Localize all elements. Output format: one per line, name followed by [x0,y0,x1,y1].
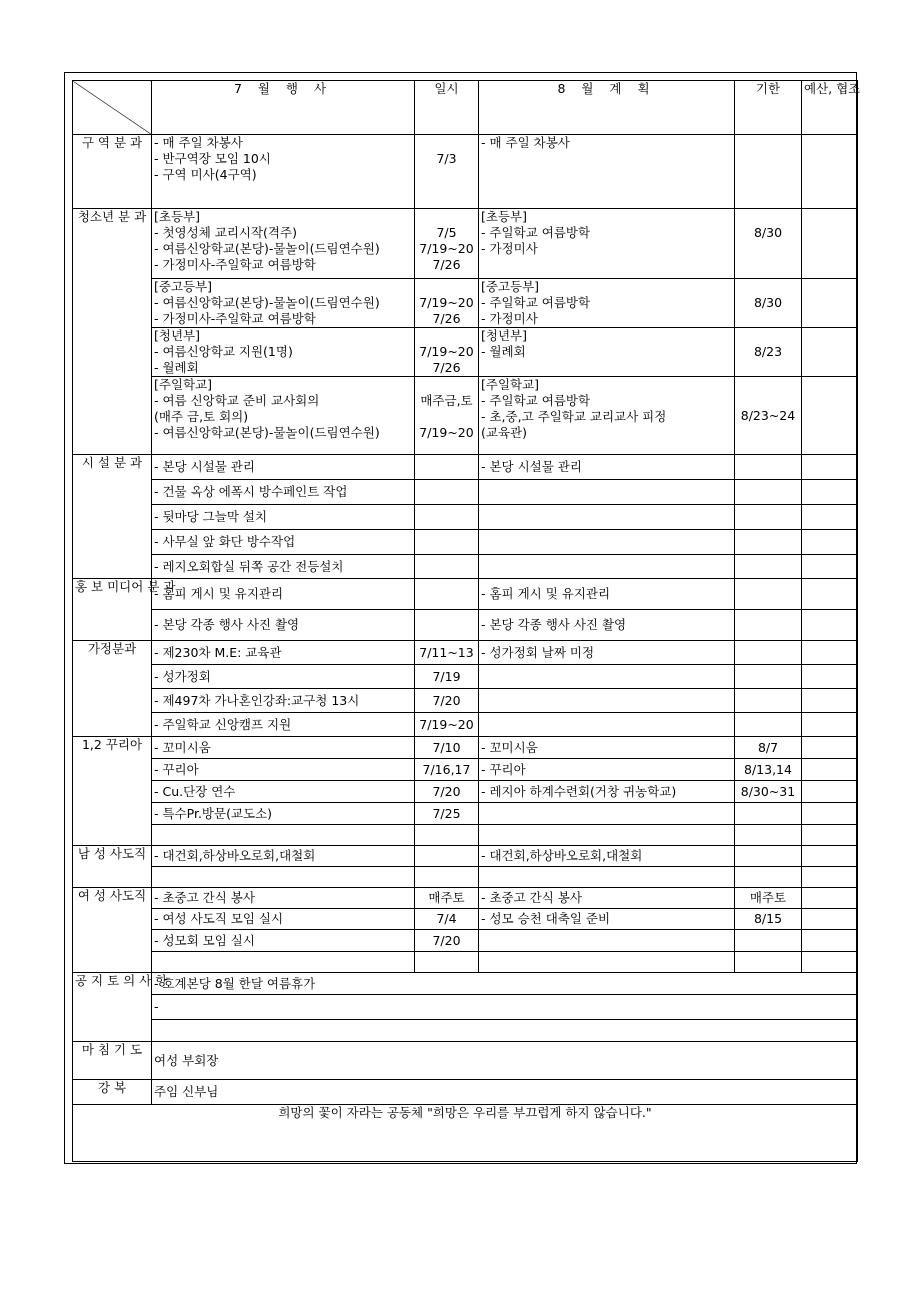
youth-elem-august: [초등부] - 주일학교 여름방학 - 가정미사 [479,209,735,279]
district-deadline [735,135,802,209]
footer-motto: 희망의 꽃이 자라는 공동체 "희망은 우리를 부끄럽게 하지 않습니다." [73,1105,858,1162]
women-row [73,952,858,973]
header-deadline: 기한 [735,81,802,135]
youth-young-budget [802,328,858,377]
media-label: 홍 보 미디어 분 과 [73,579,152,641]
men-label: 남 성 사도직 [73,846,152,888]
youth-young-deadline: 8/23 [735,328,802,377]
facility-row: - 뒷마당 그늘막 설치 [73,505,858,530]
closing-prayer-value: 여성 부회장 [152,1042,858,1080]
blessing-label: 강 복 [73,1080,152,1105]
header-budget: 예산, 협조 [802,81,858,135]
youth-sunday-dates: 매주금,토 7/19~20 [415,377,479,455]
family-label: 가정분과 [73,641,152,737]
youth-elem-row [73,209,858,279]
youth-elem-budget [802,209,858,279]
closing-prayer-label: 마 침 기 도 [73,1042,152,1080]
header-row [73,81,858,135]
district-july: - 매 주일 차봉사 - 반구역장 모임 10시 - 구역 미사(4구역) [152,135,415,209]
closing-prayer-row [73,1042,858,1080]
district-august: - 매 주일 차봉사 [479,135,735,209]
header-corner [73,81,152,135]
notice-label: 공 지 토 의 사 항 [73,973,152,1042]
youth-sunday-row [73,377,858,455]
header-date: 일시 [415,81,479,135]
kkuria-label: 1,2 꾸리아 [73,737,152,846]
facility-row: - 레지오회합실 뒤쪽 공간 전등설치 [73,555,858,579]
district-date: 7/3 [415,135,479,209]
family-row: - 주일학교 신앙캠프 지원 7/19~20 [73,713,858,737]
youth-young-dates: 7/19~20 7/26 [415,328,479,377]
youth-middle-row [73,279,858,328]
men-row: 남 성 사도직 - 대건회,하상바오로회,대철회 - 대건회,하상바오로회,대철회 [73,846,858,867]
facility-label: 시 설 분 과 [73,455,152,579]
youth-label: 청소년 분 과 [73,209,152,455]
women-row: - 여성 사도직 모임 실시 7/4 - 성모 승천 대축일 준비 8/15 [73,909,858,930]
footer-row [73,1105,858,1162]
youth-elem-july: [초등부] - 첫영성체 교리시작(격주) - 여름신앙학교(본당)-물놀이(드림연수원) - 가정미사-주일학교 여름방학 [152,209,415,279]
youth-middle-august: [중고등부] - 주일학교 여름방학 - 가정미사 [479,279,735,328]
notice-row: - [73,995,858,1020]
youth-sunday-deadline: 8/23~24 [735,377,802,455]
blessing-value: 주임 신부님 [152,1080,858,1105]
facility-row: - 건물 옥상 에폭시 방수페인트 작업 [73,480,858,505]
facility-row: - 사무실 앞 화단 방수작업 [73,530,858,555]
women-label: 여 성 사도직 [73,888,152,973]
blessing-row [73,1080,858,1105]
header-august-plan: 8 월 계 획 [479,81,735,135]
youth-young-row [73,328,858,377]
youth-middle-budget [802,279,858,328]
youth-young-august: [청년부] - 월례회 [479,328,735,377]
monthly-plan-table [72,80,861,1162]
header-july-events: 7 월 행 사 [152,81,415,135]
family-row: 가정분과 - 제230차 M.E: 교육관 7/11~13 - 성가정회 날짜 미정 [73,641,858,665]
youth-middle-dates: 7/19~20 7/26 [415,279,479,328]
women-row: 여 성 사도직 - 초중고 간식 봉사 매주토 - 초중고 간식 봉사 매주토 [73,888,858,909]
district-budget [802,135,858,209]
kkuria-row: - Cu.단장 연수 7/20 - 레지아 하계수련회(거창 귀농학교) 8/30~31 [73,781,858,803]
family-row: - 성가정회 7/19 [73,665,858,689]
youth-elem-dates: 7/5 7/19~20 7/26 [415,209,479,279]
district-row [73,135,858,209]
youth-sunday-july: [주일학교] - 여름 신앙학교 준비 교사회의 (매주 금,토 회의) - 여름신앙학교(본당)-물놀이(드림연수원) [152,377,415,455]
facility-row: 시 설 분 과 - 본당 시설물 관리 - 본당 시설물 관리 [73,455,858,480]
kkuria-row [73,825,858,846]
family-row: - 제497차 가나혼인강좌:교구청 13시 7/20 [73,689,858,713]
youth-sunday-budget [802,377,858,455]
youth-elem-deadline: 8/30 [735,209,802,279]
youth-middle-deadline: 8/30 [735,279,802,328]
notice-row: 공 지 토 의 사 항 - 호계본당 8월 한달 여름휴가 [73,973,858,995]
women-row: - 성모회 모임 실시 7/20 [73,930,858,952]
notice-row [73,1020,858,1042]
media-row: 홍 보 미디어 분 과 - 홈피 게시 및 유지관리 - 홈피 게시 및 유지관리 [73,579,858,610]
media-row: - 본당 각종 행사 사진 촬영 - 본당 각종 행사 사진 촬영 [73,610,858,641]
district-label: 구 역 분 과 [73,135,152,209]
kkuria-row: - 꾸리아 7/16,17 - 꾸리아 8/13,14 [73,759,858,781]
kkuria-row: - 특수Pr.방문(교도소) 7/25 [73,803,858,825]
kkuria-row: 1,2 꾸리아 - 꼬미시움 7/10 - 꼬미시움 8/7 [73,737,858,759]
men-row [73,867,858,888]
youth-middle-july: [중고등부] - 여름신앙학교(본당)-물놀이(드림연수원) - 가정미사-주일학교 여름방학 [152,279,415,328]
youth-sunday-august: [주일학교] - 주일학교 여름방학 - 초,중,고 주일학교 교리교사 피정 (교육관) [479,377,735,455]
youth-young-july: [청년부] - 여름신앙학교 지원(1명) - 월례회 [152,328,415,377]
